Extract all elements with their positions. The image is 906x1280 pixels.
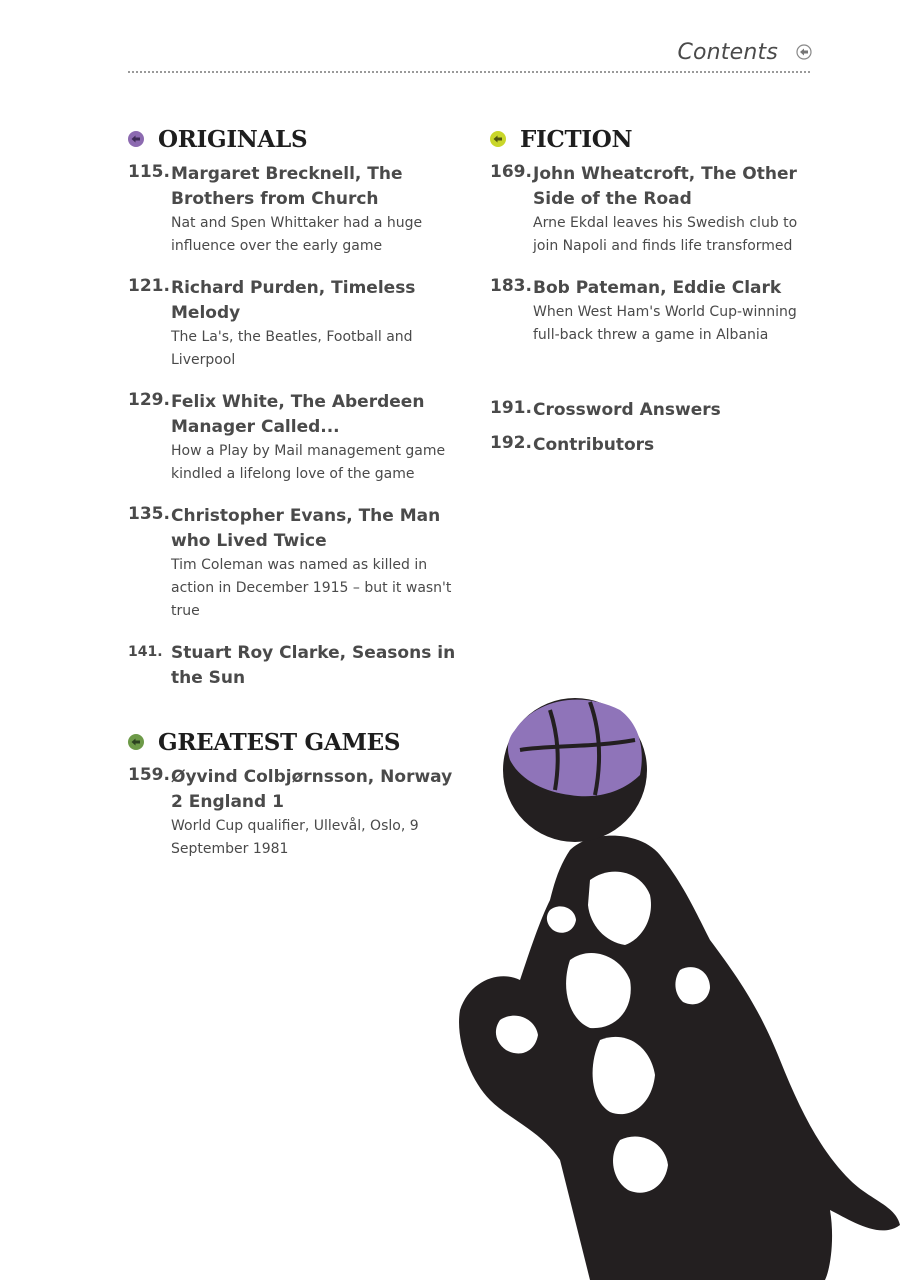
section-title: GREATEST GAMES	[158, 728, 401, 756]
toc-entry[interactable]	[490, 276, 820, 347]
section-originals	[128, 122, 458, 156]
entry-title: Crossword Answers	[533, 400, 721, 420]
entry-title: Felix White, The Aberdeen Manager Called...	[171, 392, 425, 437]
entry-title: Stuart Roy Clarke, Seasons in the Sun	[171, 643, 456, 688]
arrow-circle-icon	[128, 131, 144, 147]
toc-entry[interactable]	[128, 504, 458, 623]
entry-title: John Wheatcroft, The Other Side of the Road	[533, 164, 797, 209]
toc-entry[interactable]	[490, 398, 820, 433]
entry-description: How a Play by Mail management game kindled a lifelong love of the game	[171, 443, 446, 482]
page-number: 169.	[490, 162, 532, 182]
toc-entry[interactable]	[128, 162, 458, 258]
entry-description: Tim Coleman was named as killed in action in December 1915 – but it wasn't true	[171, 557, 452, 619]
entry-description: Nat and Spen Whittaker had a huge influence over the early game	[171, 215, 423, 254]
left-column	[128, 122, 458, 879]
section-fiction	[490, 122, 820, 156]
toc-entry[interactable]	[128, 276, 458, 372]
section-title: FICTION	[520, 125, 633, 153]
toc-entry[interactable]	[490, 162, 820, 258]
entry-title: Øyvind Colbjørnsson, Norway 2 England 1	[171, 767, 453, 812]
page-number: 121.	[128, 276, 170, 296]
page-number: 191.	[490, 398, 532, 418]
arrow-circle-icon	[796, 44, 812, 60]
toc-entry[interactable]	[128, 765, 458, 861]
entry-title: Bob Pateman, Eddie Clark	[533, 278, 782, 298]
page-title: Contents	[677, 40, 778, 65]
entry-description: Arne Ekdal leaves his Swedish club to join Napoli and finds life transformed	[533, 215, 798, 254]
right-column	[490, 122, 820, 468]
entry-title: Contributors	[533, 435, 655, 455]
toc-entry[interactable]	[128, 641, 458, 691]
page-number: 135.	[128, 504, 170, 524]
entry-title: Christopher Evans, The Man who Lived Twice	[171, 506, 441, 551]
arrow-circle-icon	[128, 734, 144, 750]
page-number: 159.	[128, 765, 170, 785]
dog-body	[459, 836, 900, 1280]
page-number: 115.	[128, 162, 170, 182]
entry-title: Margaret Brecknell, The Brothers from Church	[171, 164, 403, 209]
dog-with-ball-illustration	[440, 680, 906, 1280]
entry-description: World Cup qualifier, Ullevål, Oslo, 9 September 1981	[171, 818, 419, 857]
entry-description: The La's, the Beatles, Football and Liverpool	[171, 329, 413, 368]
header-divider	[128, 71, 810, 73]
entry-title: Richard Purden, Timeless Melody	[171, 278, 416, 323]
entry-description: When West Ham's World Cup-winning full-back threw a game in Albania	[533, 304, 797, 343]
page-number: 129.	[128, 390, 170, 410]
page-number: 141.	[128, 644, 163, 660]
arrow-circle-icon	[490, 131, 506, 147]
toc-entry[interactable]	[490, 433, 820, 468]
section-title: ORIGINALS	[158, 125, 308, 153]
ball	[503, 698, 647, 842]
toc-entry[interactable]	[128, 390, 458, 486]
section-greatest-games	[128, 725, 458, 759]
page-number: 183.	[490, 276, 532, 296]
page-number: 192.	[490, 433, 532, 453]
